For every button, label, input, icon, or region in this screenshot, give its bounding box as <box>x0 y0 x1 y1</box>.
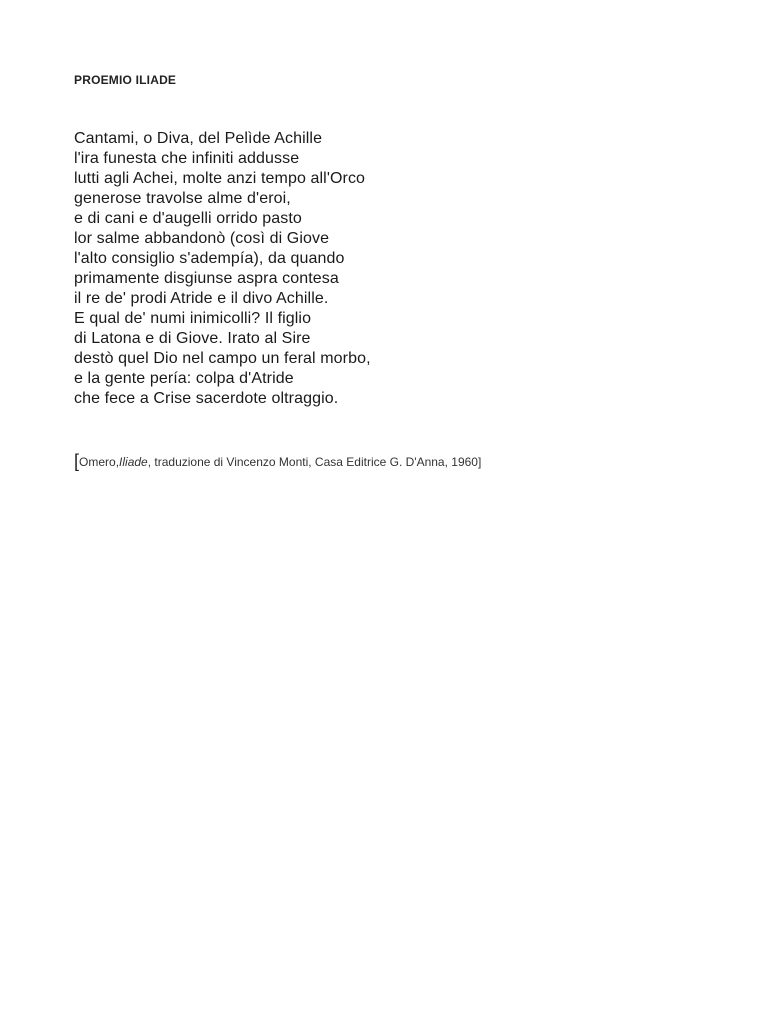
poem-line: destò quel Dio nel campo un feral morbo, <box>74 350 371 367</box>
poem-line: E qual de' numi inimicolli? Il figlio <box>74 310 312 327</box>
poem-line: primamente disgiunse aspra contesa <box>74 270 339 287</box>
poem-line: lor salme abbandonò (così di Giove <box>74 230 330 247</box>
source-citation <box>74 452 481 470</box>
poem-line: l'ira funesta che infiniti addusse <box>74 150 300 167</box>
citation-close-bracket: ] <box>477 455 482 469</box>
poem-line: il re de' prodi Atride e il divo Achille. <box>74 290 329 307</box>
poem-line: e la gente pería: colpa d'Atride <box>74 370 294 387</box>
document-title: PROEMIO ILIADE <box>74 73 177 87</box>
citation-author: Omero, <box>79 455 120 469</box>
poem-line: e di cani e d'augelli orrido pasto <box>74 210 302 227</box>
citation-open-bracket: [ <box>74 451 80 471</box>
poem-line: l'alto consiglio s'adempía), da quando <box>74 250 345 267</box>
poem-line: che fece a Crise sacerdote oltraggio. <box>74 390 339 407</box>
poem-line: generose travolse alme d'eroi, <box>74 190 291 207</box>
poem-line: lutti agli Achei, molte anzi tempo all'Orco <box>74 170 366 187</box>
poem-text <box>74 129 371 409</box>
citation-details: , traduzione di Vincenzo Monti, Casa Editrice G. D'Anna, 1960 <box>147 455 478 469</box>
citation-work-title: Iliade <box>119 455 148 469</box>
poem-line: Cantami, o Diva, del Pelìde Achille <box>74 130 323 147</box>
poem-line: di Latona e di Giove. Irato al Sire <box>74 330 311 347</box>
